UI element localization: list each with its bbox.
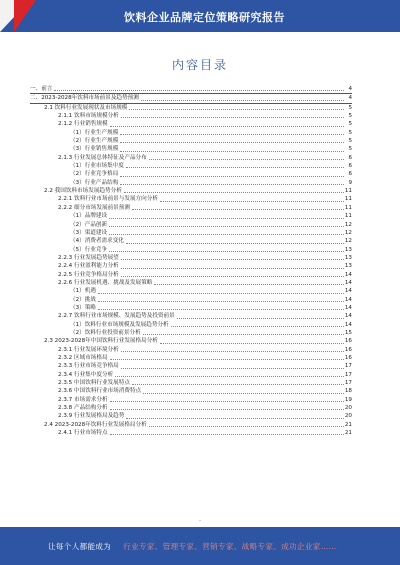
toc-entry-text: 2.3.8 产品结构分析 bbox=[58, 405, 108, 412]
toc-leader-dots bbox=[154, 284, 344, 285]
toc-entry-page: 16 bbox=[344, 338, 352, 345]
toc-leader-dots bbox=[121, 117, 344, 118]
toc-entry-text: 2.2.7 饮料行业市场规模、发展趋势及投资前景 bbox=[58, 313, 175, 320]
toc-entry-text: 2.3.1 行业发展环境分析 bbox=[58, 346, 119, 353]
toc-entry-text: （3）渠道建设 bbox=[70, 229, 108, 236]
toc-entry-text: （3）行业销售规模 bbox=[70, 146, 119, 153]
toc-leader-dots bbox=[126, 418, 344, 419]
toc-leader-dots bbox=[121, 276, 344, 277]
toc-entry-text: （1）品牌建设 bbox=[70, 213, 108, 220]
toc-entry[interactable] bbox=[30, 112, 352, 120]
toc-entry-page: 14 bbox=[344, 271, 352, 278]
toc-leader-dots bbox=[98, 293, 344, 294]
toc-leader-dots bbox=[110, 359, 344, 360]
toc-entry[interactable] bbox=[30, 170, 352, 178]
toc-entry-text: 2.1.3 行业发展总体特征及产品分布 bbox=[58, 154, 147, 161]
toc-entry-page: 16 bbox=[344, 355, 352, 361]
toc-entry[interactable] bbox=[30, 337, 352, 345]
toc-entry[interactable] bbox=[30, 362, 352, 370]
toc-leader-dots bbox=[121, 268, 344, 269]
toc-entry-text: 2.1.1 饮料市场规模分析 bbox=[58, 113, 119, 120]
toc-entry-text: （2）饮料行业投资前景分析 bbox=[70, 329, 141, 336]
toc-leader-dots bbox=[98, 309, 344, 310]
toc-entry-text: 2.3.5 中国饮料行业发展特点 bbox=[58, 380, 130, 387]
toc-entry[interactable] bbox=[30, 137, 352, 145]
toc-leader-dots bbox=[132, 384, 344, 385]
toc-entry-page: 5 bbox=[348, 129, 352, 136]
toc-entry-text: 2.2.2 细分市场发展前景预测 bbox=[58, 204, 130, 211]
footer-lead: 让每个人都能成为 bbox=[48, 542, 112, 551]
toc-entry[interactable] bbox=[30, 246, 352, 254]
toc-leader-dots bbox=[115, 376, 344, 377]
toc-entry[interactable] bbox=[30, 120, 352, 128]
toc-entry-page: 13 bbox=[344, 263, 352, 270]
toc-leader-dots bbox=[143, 393, 344, 394]
toc-entry[interactable] bbox=[30, 187, 352, 195]
footer-tail: 行业专家、管理专家、营销专家、战略专家、成功企业家…… bbox=[123, 542, 337, 551]
toc-entry[interactable] bbox=[30, 271, 352, 279]
toc-entry[interactable] bbox=[30, 94, 352, 103]
toc-entry[interactable] bbox=[30, 387, 352, 395]
toc-entry[interactable] bbox=[30, 162, 352, 170]
toc-entry[interactable] bbox=[30, 287, 352, 295]
toc-leader-dots bbox=[109, 226, 344, 227]
toc-entry[interactable] bbox=[30, 195, 352, 203]
report-title: 饮料企业品牌定位策略研究报告 bbox=[124, 11, 285, 24]
toc-entry[interactable] bbox=[30, 279, 352, 287]
toc-leader-dots bbox=[132, 209, 344, 210]
toc-heading: 内容目录 bbox=[171, 58, 228, 72]
toc-entry-page: 14 bbox=[344, 279, 352, 286]
toc-entry[interactable] bbox=[30, 229, 352, 237]
toc-leader-dots bbox=[124, 192, 344, 193]
toc-entry[interactable] bbox=[30, 379, 352, 387]
toc-leader-dots bbox=[110, 409, 344, 410]
toc-entry-page: 12 bbox=[344, 238, 352, 245]
toc-entry-page: 11 bbox=[344, 196, 352, 203]
toc-leader-dots bbox=[120, 176, 344, 177]
toc-entry-page: 17 bbox=[344, 380, 352, 387]
toc-entry-text: （1）行业生产规模 bbox=[70, 129, 119, 136]
table-of-contents bbox=[30, 85, 352, 510]
toc-entry-page: 14 bbox=[344, 288, 352, 295]
toc-entry-page: 15 bbox=[344, 329, 352, 336]
toc-entry-page: 5 bbox=[348, 138, 352, 145]
toc-leader-dots bbox=[121, 259, 344, 260]
toc-entry-page: 21 bbox=[344, 421, 352, 428]
page-header bbox=[0, 0, 400, 32]
toc-entry-text: 2.3.3 行业市场竞争格局 bbox=[58, 363, 119, 370]
toc-entry-page: 4 bbox=[348, 86, 352, 92]
toc-entry[interactable] bbox=[30, 129, 352, 137]
toc-leader-dots bbox=[109, 234, 344, 235]
toc-entry-page: 21 bbox=[344, 430, 352, 437]
toc-entry[interactable] bbox=[30, 85, 352, 94]
toc-entry-page: 20 bbox=[344, 405, 352, 412]
toc-entry-text: （4）消费者需求变化 bbox=[70, 238, 124, 245]
toc-entry-text: 2.2.1 饮料行业市场前景与发展方向分析 bbox=[58, 196, 158, 203]
toc-leader-dots bbox=[121, 368, 344, 369]
toc-entry[interactable] bbox=[30, 204, 352, 212]
toc-entry-page: 5 bbox=[348, 104, 352, 111]
toc-entry-text: 2.3.4 行业集中度分析 bbox=[58, 371, 114, 378]
toc-entry-text: 二、2023-2028年饮料市场前景及趋势预测 bbox=[30, 95, 139, 102]
toc-entry-text: （5）行业竞争 bbox=[70, 246, 108, 253]
toc-entry-text: 2.2.5 行业竞争格局分析 bbox=[58, 271, 119, 278]
toc-entry-page: 6 bbox=[348, 154, 352, 161]
toc-entry-text: 2.1.2 行业销售规模 bbox=[58, 121, 108, 128]
toc-entry-text: 2.2.6 行业发展机遇、挑战及发展策略 bbox=[58, 279, 153, 286]
toc-entry-page: 17 bbox=[344, 371, 352, 378]
toc-leader-dots bbox=[54, 90, 344, 91]
toc-entry-page: 12 bbox=[344, 229, 352, 236]
toc-leader-dots bbox=[109, 218, 344, 219]
toc-entry[interactable] bbox=[30, 371, 352, 379]
toc-entry-page: 17 bbox=[344, 363, 352, 370]
toc-entry[interactable] bbox=[30, 329, 352, 337]
toc-entry[interactable] bbox=[30, 212, 352, 220]
toc-leader-dots bbox=[126, 167, 344, 168]
toc-leader-dots bbox=[121, 351, 344, 352]
toc-entry[interactable] bbox=[30, 354, 352, 362]
toc-entry-text: 2.3.7 市场需求分析 bbox=[58, 396, 108, 403]
toc-entry[interactable] bbox=[30, 404, 352, 412]
toc-entry[interactable] bbox=[30, 396, 352, 404]
toc-entry-text: （2）行业竞争格局 bbox=[70, 171, 119, 178]
toc-entry[interactable] bbox=[30, 262, 352, 270]
toc-entry-text: 一、前言 bbox=[30, 86, 53, 92]
toc-leader-dots bbox=[120, 142, 344, 143]
toc-leader-dots bbox=[110, 126, 344, 127]
toc-entry-page: 14 bbox=[344, 296, 352, 303]
toc-leader-dots bbox=[110, 434, 344, 435]
toc-entry-text: （1）行业市场集中度 bbox=[70, 163, 124, 170]
toc-entry[interactable] bbox=[30, 254, 352, 262]
toc-entry[interactable] bbox=[30, 321, 352, 329]
toc-entry-text: 2.3.2 区域市场格局 bbox=[58, 355, 108, 361]
toc-entry[interactable] bbox=[30, 296, 352, 304]
toc-entry-text: 2.3.6 中国饮料行业市场消费特点 bbox=[58, 388, 142, 395]
toc-entry-text: 2.2.3 行业发展趋势展望 bbox=[58, 254, 119, 261]
toc-entry[interactable] bbox=[30, 104, 352, 112]
toc-entry-page: 13 bbox=[344, 246, 352, 253]
toc-leader-dots bbox=[160, 201, 344, 202]
toc-entry-page: 14 bbox=[344, 321, 352, 328]
toc-entry-page: 14 bbox=[344, 304, 352, 311]
toc-entry-page: 5 bbox=[348, 121, 352, 128]
toc-entry-page: 6 bbox=[348, 171, 352, 178]
toc-entry-page: 11 bbox=[344, 204, 352, 211]
toc-entry-page: 20 bbox=[344, 413, 352, 420]
toc-entry-page: 19 bbox=[344, 396, 352, 403]
toc-entry-text: 2.1 饮料行业发展现状及市场规模 bbox=[44, 104, 128, 111]
toc-entry-page: 16 bbox=[344, 346, 352, 353]
toc-entry-text: 2.3 2023-2028年中国饮料行业发展格局分析 bbox=[44, 338, 158, 345]
toc-leader-dots bbox=[109, 251, 344, 252]
toc-leader-dots bbox=[160, 343, 344, 344]
toc-leader-dots bbox=[120, 151, 344, 152]
toc-entry-page: 13 bbox=[344, 254, 352, 261]
toc-entry-page: 18 bbox=[344, 388, 352, 395]
toc-leader-dots bbox=[143, 334, 344, 335]
toc-entry[interactable] bbox=[30, 421, 352, 429]
toc-entry[interactable] bbox=[30, 145, 352, 153]
toc-entry-text: 2.2.4 行业盈利能力分析 bbox=[58, 263, 119, 270]
toc-entry-text: （3）策略 bbox=[70, 304, 96, 311]
toc-entry-page: 12 bbox=[344, 221, 352, 228]
toc-entry[interactable] bbox=[30, 237, 352, 245]
toc-entry-page: 5 bbox=[348, 146, 352, 153]
toc-entry[interactable] bbox=[30, 346, 352, 354]
toc-entry[interactable] bbox=[30, 179, 352, 187]
toc-entry-text: （2）挑战 bbox=[70, 296, 96, 303]
footer-slogan bbox=[48, 541, 337, 552]
toc-entry[interactable] bbox=[30, 429, 352, 437]
toc-entry-page: 5 bbox=[348, 113, 352, 120]
toc-leader-dots bbox=[120, 184, 344, 185]
toc-entry-text: 2.2 我国饮料市场发展趋势分析 bbox=[44, 188, 122, 195]
toc-entry[interactable] bbox=[30, 412, 352, 420]
toc-entry-text: 2.4.1 行业市场特点 bbox=[58, 430, 108, 437]
page-marker: - bbox=[199, 518, 201, 524]
toc-entry-text: 2.3.9 行业发展格局及趋势 bbox=[58, 413, 125, 420]
toc-leader-dots bbox=[98, 301, 344, 302]
toc-entry-page: 11 bbox=[344, 213, 352, 220]
toc-leader-dots bbox=[177, 318, 344, 319]
toc-entry-page: 4 bbox=[348, 95, 352, 102]
toc-entry-text: （2）产品创新 bbox=[70, 221, 108, 228]
header-accent-shape bbox=[14, 0, 36, 32]
toc-entry-text: （1）饮料行业市场规模及发展趋势分析 bbox=[70, 321, 169, 328]
toc-entry-page: 6 bbox=[348, 163, 352, 170]
page-footer bbox=[0, 527, 400, 565]
toc-entry-text: （1）机遇 bbox=[70, 288, 96, 295]
toc-leader-dots bbox=[120, 134, 344, 135]
toc-entry[interactable] bbox=[30, 304, 352, 312]
toc-leader-dots bbox=[110, 401, 344, 402]
toc-entry-text: （3）行业产品结构 bbox=[70, 179, 119, 186]
toc-entry-page: 14 bbox=[344, 313, 352, 320]
toc-leader-dots bbox=[171, 326, 344, 327]
toc-leader-dots bbox=[129, 109, 344, 110]
toc-entry-text: 2.4 2023-2028年饮料行业发展格局分析 bbox=[44, 421, 147, 428]
toc-entry[interactable] bbox=[30, 154, 352, 162]
toc-entry[interactable] bbox=[30, 312, 352, 320]
toc-leader-dots bbox=[126, 243, 344, 244]
toc-entry-page: 11 bbox=[344, 188, 352, 195]
toc-entry[interactable] bbox=[30, 221, 352, 229]
toc-entry-text: （2）行业生产规模 bbox=[70, 138, 119, 145]
toc-leader-dots bbox=[141, 100, 344, 101]
toc-leader-dots bbox=[149, 426, 344, 427]
toc-leader-dots bbox=[149, 159, 344, 160]
toc-entry-page: 9 bbox=[348, 179, 352, 186]
